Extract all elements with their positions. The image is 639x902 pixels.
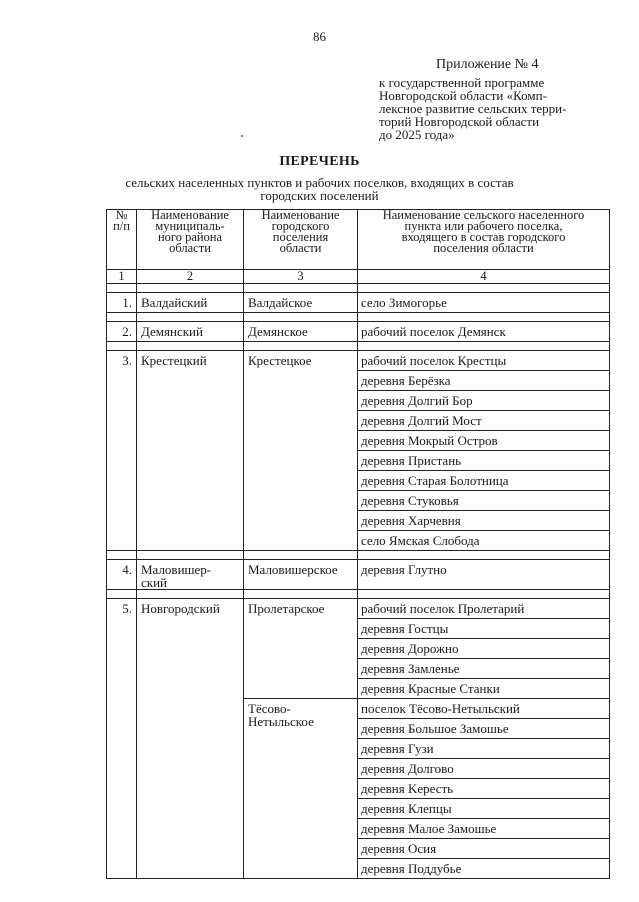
- stray-dot: [241, 135, 243, 137]
- subheading-line: сельских населенных пунктов и рабочих поселков, входящих в состав: [125, 175, 514, 190]
- locality-item: деревня Клепцы: [358, 799, 609, 819]
- gap-cell: [244, 284, 358, 293]
- district-name: Новгородский: [141, 601, 220, 616]
- table-row: [107, 351, 610, 551]
- row-number: 1.: [122, 295, 132, 310]
- row-number-cell: [107, 351, 137, 551]
- column-number: 1: [107, 270, 137, 284]
- gap-cell: [107, 590, 137, 599]
- district-name: Маловишер-: [141, 562, 212, 577]
- document-subheading: [0, 176, 639, 202]
- row-number: 4.: [122, 562, 132, 577]
- locality-item: деревня Гузи: [358, 739, 609, 759]
- settlement-name: Тёсово-: [248, 701, 291, 716]
- district-cell: [137, 560, 244, 590]
- column-header-line: Наименование: [261, 208, 340, 222]
- locality-item: село Зимогорье: [361, 295, 447, 310]
- settlement-name: Валдайское: [248, 295, 313, 310]
- settlement-cell: [244, 699, 358, 879]
- table-row: [107, 560, 610, 590]
- locality-cell: [358, 560, 610, 590]
- table-column-numbers-row: [107, 270, 610, 284]
- column-header-line: пункта или рабочего поселка,: [404, 219, 563, 233]
- gap-cell: [244, 313, 358, 322]
- gap-cell: [358, 284, 610, 293]
- gap-cell: [358, 551, 610, 560]
- column-header-line: ного района: [157, 230, 223, 244]
- district-name: Демянский: [141, 324, 203, 339]
- district-cell: [137, 599, 244, 879]
- locality-item: деревня Осия: [358, 839, 609, 859]
- locality-cell: [358, 351, 610, 551]
- settlement-name: Маловишерское: [248, 562, 338, 577]
- locality-item: деревня Замленье: [358, 659, 609, 679]
- district-cell: [137, 351, 244, 551]
- gap-cell: [107, 313, 137, 322]
- table-row: [107, 293, 610, 313]
- subheading-line: городских поселений: [260, 188, 379, 203]
- column-header-line: входящего в состав городского: [401, 230, 566, 244]
- appendix-line: лексное развитие сельских терри-: [379, 101, 567, 116]
- column-header-line: поселения: [272, 230, 329, 244]
- gap-cell: [137, 284, 244, 293]
- appendix-line: торий Новгородской области: [379, 114, 540, 129]
- appendix-line: Новгородской области «Комп-: [379, 88, 547, 103]
- row-number: 2.: [122, 324, 132, 339]
- locality-item: деревня Долгий Мост: [358, 411, 609, 431]
- locality-item: деревня Малое Замошье: [358, 819, 609, 839]
- row-number-cell: [107, 560, 137, 590]
- settlement-cell: [244, 322, 358, 342]
- district-name: Валдайский: [141, 295, 208, 310]
- column-number: 3: [244, 270, 358, 284]
- table-header-row: [107, 210, 610, 270]
- locality-item: рабочий поселок Пролетарий: [358, 599, 609, 619]
- locality-item: деревня Стуковья: [358, 491, 609, 511]
- district-cell: [137, 322, 244, 342]
- settlement-cell: [244, 599, 358, 699]
- row-gap: [107, 590, 610, 599]
- district-name: Крестецкий: [141, 353, 207, 368]
- gap-cell: [244, 590, 358, 599]
- gap-cell: [137, 313, 244, 322]
- column-header-line: Наименование сельского населенного: [382, 208, 585, 222]
- row-number: 3.: [122, 353, 132, 368]
- column-header-line: городского: [271, 219, 330, 233]
- row-gap: [107, 313, 610, 322]
- row-gap: [107, 342, 610, 351]
- locality-item: деревня Долгий Бор: [358, 391, 609, 411]
- locality-cell: [358, 699, 610, 879]
- locality-item: деревня Старая Болотница: [358, 471, 609, 491]
- page-number: 86: [313, 29, 326, 44]
- gap-cell: [137, 551, 244, 560]
- settlement-name: Пролетарское: [248, 601, 325, 616]
- appendix-line: до 2025 года»: [379, 127, 455, 142]
- table-row: [107, 322, 610, 342]
- settlement-name: Нетыльское: [248, 714, 314, 729]
- locality-cell: [358, 293, 610, 313]
- column-header-line: №: [115, 208, 128, 222]
- column-header-line: области: [169, 241, 211, 255]
- district-cell: [137, 293, 244, 313]
- locality-item: деревня Мокрый Остров: [358, 431, 609, 451]
- gap-cell: [358, 342, 610, 351]
- gap-cell: [107, 342, 137, 351]
- locality-item: поселок Тёсово-Нетыльский: [358, 699, 609, 719]
- locality-item: деревня Глутно: [361, 562, 447, 577]
- district-name: ский: [141, 575, 167, 590]
- locality-item: рабочий поселок Крестцы: [358, 351, 609, 371]
- gap-cell: [358, 590, 610, 599]
- column-header-line: муниципаль-: [155, 219, 225, 233]
- row-gap: [107, 284, 610, 293]
- appendix-title: Приложение № 4: [436, 57, 539, 72]
- column-header-line: п/п: [113, 219, 130, 233]
- locality-item: деревня Долгово: [358, 759, 609, 779]
- column-header-line: поселения области: [433, 241, 534, 255]
- gap-cell: [244, 342, 358, 351]
- settlements-table: [106, 209, 610, 879]
- locality-cell: [358, 322, 610, 342]
- column-header: [107, 210, 137, 270]
- gap-cell: [137, 590, 244, 599]
- column-header-line: области: [279, 241, 322, 255]
- column-header: [244, 210, 358, 270]
- settlement-name: Демянское: [248, 324, 308, 339]
- gap-cell: [107, 284, 137, 293]
- settlement-cell: [244, 351, 358, 551]
- appendix-line: к государственной программе: [379, 75, 545, 90]
- gap-cell: [137, 342, 244, 351]
- gap-cell: [244, 551, 358, 560]
- locality-item: деревня Пристань: [358, 451, 609, 471]
- row-number-cell: [107, 293, 137, 313]
- locality-item: деревня Гостцы: [358, 619, 609, 639]
- locality-item: деревня Дорожно: [358, 639, 609, 659]
- row-gap: [107, 551, 610, 560]
- locality-item: деревня Большое Замошье: [358, 719, 609, 739]
- locality-item: село Ямская Слобода: [361, 533, 480, 548]
- settlement-cell: [244, 293, 358, 313]
- row-number: 5.: [122, 601, 132, 616]
- row-number-cell: [107, 322, 137, 342]
- table-row: [107, 599, 610, 699]
- settlement-name: Крестецкое: [248, 353, 312, 368]
- locality-item: деревня Поддубье: [361, 861, 462, 876]
- locality-cell: [358, 599, 610, 699]
- locality-item: деревня Харчевня: [358, 511, 609, 531]
- column-header: [358, 210, 610, 270]
- locality-item: деревня Keресть: [358, 779, 609, 799]
- appendix-body: [379, 76, 619, 141]
- locality-item: деревня Берёзка: [358, 371, 609, 391]
- document-heading: ПЕРЕЧЕНЬ: [279, 154, 360, 169]
- locality-item: рабочий поселок Демянск: [361, 324, 506, 339]
- row-number-cell: [107, 599, 137, 879]
- column-header: [137, 210, 244, 270]
- settlement-cell: [244, 560, 358, 590]
- column-number: 4: [358, 270, 610, 284]
- locality-item: деревня Красные Станки: [361, 681, 500, 696]
- column-header-line: Наименование: [151, 208, 229, 222]
- gap-cell: [107, 551, 137, 560]
- column-number: 2: [137, 270, 244, 284]
- gap-cell: [358, 313, 610, 322]
